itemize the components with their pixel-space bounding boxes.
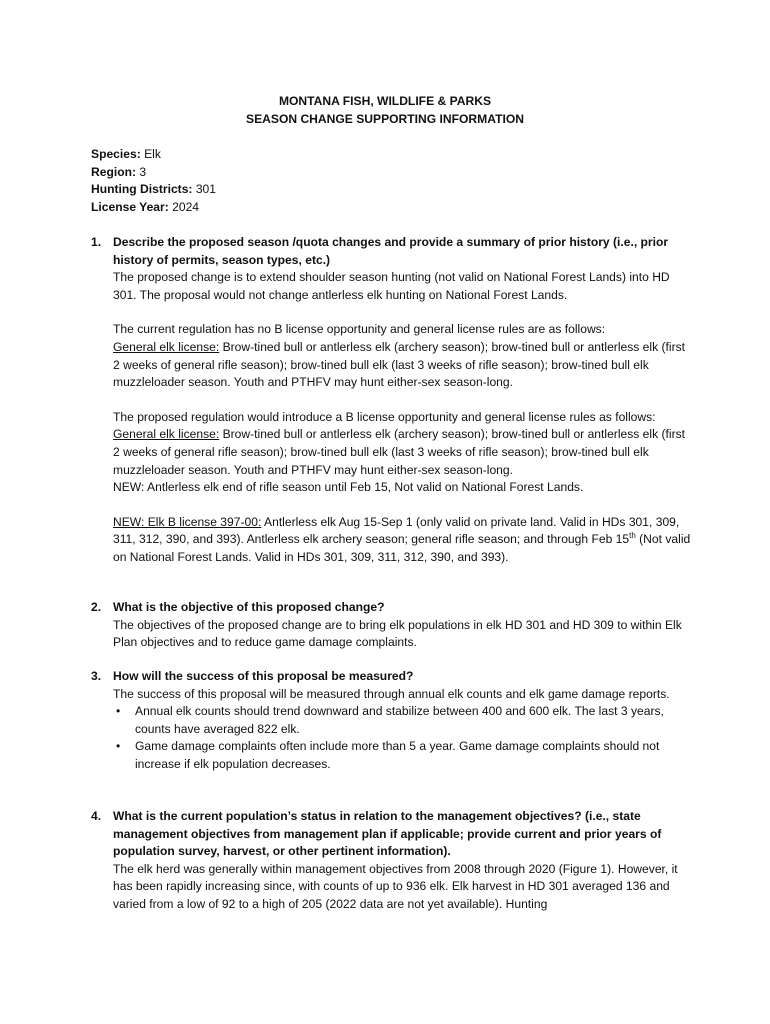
region-line [91,164,216,182]
list-item [113,738,691,773]
question-3-text: How will the success of this proposal be measured? [113,669,414,683]
document-title: SEASON CHANGE SUPPORTING INFORMATION [246,112,524,126]
question-1 [91,234,691,567]
q1-paragraph-6: NEW: Antlerless elk end of rifle season until Feb 15, Not valid on National Forest Lands. [113,480,584,495]
q3-bullet-list [113,703,691,773]
species-label: Species: [91,147,141,161]
region-label: Region: [91,164,137,179]
bullet-icon: • [116,739,121,754]
q1-b-license-sup: th [629,531,636,541]
question-4-number: 4. [91,809,102,823]
q1-current-license-label: General elk license: [113,339,220,354]
q1-b-license-text-b: (Not valid on National Forest Lands. Valid in HDs 301, 309, 311, 312, 390, and 393). [113,532,691,564]
q1-paragraph-1: The proposed change is to extend shoulder season hunting (not valid on National Forest Lands) into HD 301. The proposal would not change antlerless elk hunting on National Forest Lands. [113,270,670,302]
metadata-block [91,146,216,216]
question-3 [91,668,691,774]
list-item-text: Annual elk counts should trend downward and stabilize between 400 and 600 elk. The last 3 years, counts have averaged 822 elk. [135,704,664,736]
q1-paragraph-4: The proposed regulation would introduce a B license opportunity and general license rules as follows: [113,409,656,424]
species-value: Elk [140,147,161,161]
q1-proposed-license-text: Brow-tined bull or antlerless elk (archery season); brow-tined bull or antlerless elk (first 2 weeks of general rifle season); brow-tined bull elk (last 3 weeks of rifle season); brow-tined bull elk muzzleloader season. Youth and PTHFV may hunt either-sex season-long. [113,427,686,477]
question-2 [91,599,691,652]
question-4-text: What is the current population’s status in relation to the management objectives? (i.e., state management objectives from management plan if applicable; provide current and prior years of population survey, harvest, or other pertinent information). [113,809,662,859]
districts-label: Hunting Districts: [91,182,193,197]
q1-paragraph-7 [113,514,691,567]
species-line [91,146,216,164]
license-year-value: 2024 [168,199,200,214]
question-2-number: 2. [91,600,102,614]
q1-paragraph-5 [113,426,691,479]
question-1-text: Describe the proposed season /quota changes and provide a summary of prior history (i.e., prior history of permits, season types, etc.) [113,235,669,267]
q1-current-license-text: Brow-tined bull or antlerless elk (archery season); brow-tined bull or antlerless elk (first 2 weeks of general rifle season); brow-tined bull elk (last 3 weeks of rifle season); brow-tined bull elk muzzleloader season. Youth and PTHFV may hunt either-sex season-long. [113,339,686,390]
list-item-text: Game damage complaints often include more than 5 a year. Game damage complaints should not increase if elk population decreases. [135,739,660,771]
license-year-line [91,199,216,217]
question-1-number: 1. [91,235,102,249]
question-4 [91,808,691,914]
list-item [113,703,691,738]
region-value: 3 [136,164,147,179]
q1-paragraph-3 [113,339,691,392]
districts-value: 301 [192,182,216,197]
agency-title: MONTANA FISH, WILDLIFE & PARKS [278,94,492,108]
q3-paragraph-1: The success of this proposal will be measured through annual elk counts and elk game damage reports. [113,686,670,701]
q1-paragraph-2: The current regulation has no B license opportunity and general license rules are as follows: [113,322,606,337]
districts-line [91,181,216,199]
q4-paragraph-1: The elk herd was generally within management objectives from 2008 through 2020 (Figure 1). However, it has been rapidly increasing since, with counts of up to 936 elk. Elk harvest in HD 301 averaged 136 and varied from a low of 92 to a high of 205 (2022 data are not yet available). Hunting [113,861,678,911]
question-3-number: 3. [91,669,102,683]
q1-proposed-license-label: General elk license: [113,427,220,442]
license-year-label: License Year: [91,199,169,214]
q1-b-license-label: NEW: Elk B license 397-00: [113,514,262,529]
q1-b-license-text-a: Antlerless elk Aug 15-Sep 1 (only valid on private land. Valid in HDs 301, 309, 311, 312, 390, and 393). Antlerless elk archery season; general rifle season; and through Feb 15 [113,514,680,547]
q2-paragraph-1: The objectives of the proposed change are to bring elk populations in elk HD 301 and HD 309 to within Elk Plan objectives and to reduce game damage complaints. [113,617,682,650]
bullet-icon: • [116,704,121,719]
question-2-text: What is the objective of this proposed change? [113,600,385,614]
